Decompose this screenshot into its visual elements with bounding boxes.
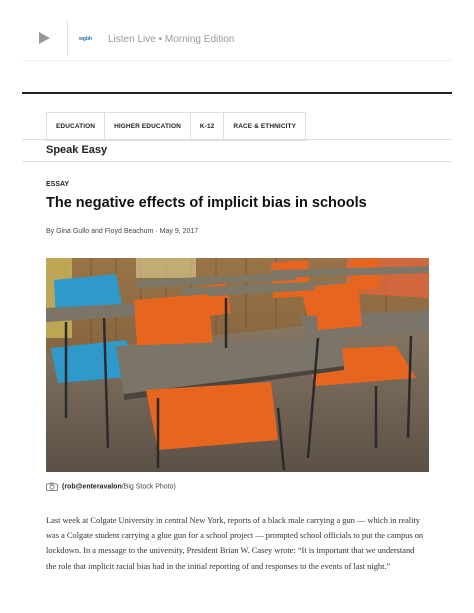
byline bbox=[46, 228, 198, 235]
listen-live-link[interactable]: Listen Live • Morning Edition bbox=[108, 34, 235, 45]
article-kicker[interactable]: ESSAY bbox=[46, 181, 70, 188]
article-headline: The negative effects of implicit bias in schools bbox=[46, 195, 367, 211]
section-divider-bottom bbox=[22, 161, 452, 162]
player-divider bbox=[67, 21, 68, 55]
nav-item-education[interactable]: EDUCATION bbox=[47, 113, 105, 140]
section-divider bbox=[22, 139, 452, 140]
station-logo[interactable] bbox=[78, 34, 96, 42]
photo-caption bbox=[46, 482, 176, 491]
play-icon[interactable] bbox=[39, 32, 50, 44]
article-body: Last week at Colgate University in central New York, reports of a black male carrying a gun — which in reality was a Colgate student carrying a glue gun for a school project — prompted school officials to put the campus on lockdown. In a message to the university, President Brian W. Casey wrote: “It is important that we understand the role that implicit racial bias had in the initial reporting of and responses to the events of last night.” bbox=[46, 516, 424, 571]
nav-item-race-ethnicity[interactable]: RACE & ETHNICITY bbox=[233, 123, 297, 130]
article-photo bbox=[46, 258, 429, 472]
camera-icon bbox=[46, 482, 58, 491]
audio-player bbox=[22, 16, 452, 61]
publish-date: May 9, 2017 bbox=[159, 228, 199, 235]
svg-text:wgbh: wgbh bbox=[79, 36, 93, 42]
header-rule bbox=[22, 92, 452, 94]
byline-separator: · bbox=[155, 228, 158, 235]
blog-name[interactable]: Speak Easy bbox=[46, 144, 108, 156]
byline-prefix: By bbox=[46, 228, 55, 235]
caption-credit: (rob@enteravalon bbox=[62, 483, 122, 491]
nav-item-higher-education[interactable]: HIGHER EDUCATION bbox=[105, 113, 191, 140]
caption-source: /Big Stock Photo) bbox=[121, 483, 176, 491]
byline-authors[interactable]: Gina Gullo and Floyd Beachum bbox=[56, 228, 154, 235]
nav-item-k12[interactable]: K-12 bbox=[191, 113, 225, 140]
topic-nav bbox=[46, 112, 306, 141]
